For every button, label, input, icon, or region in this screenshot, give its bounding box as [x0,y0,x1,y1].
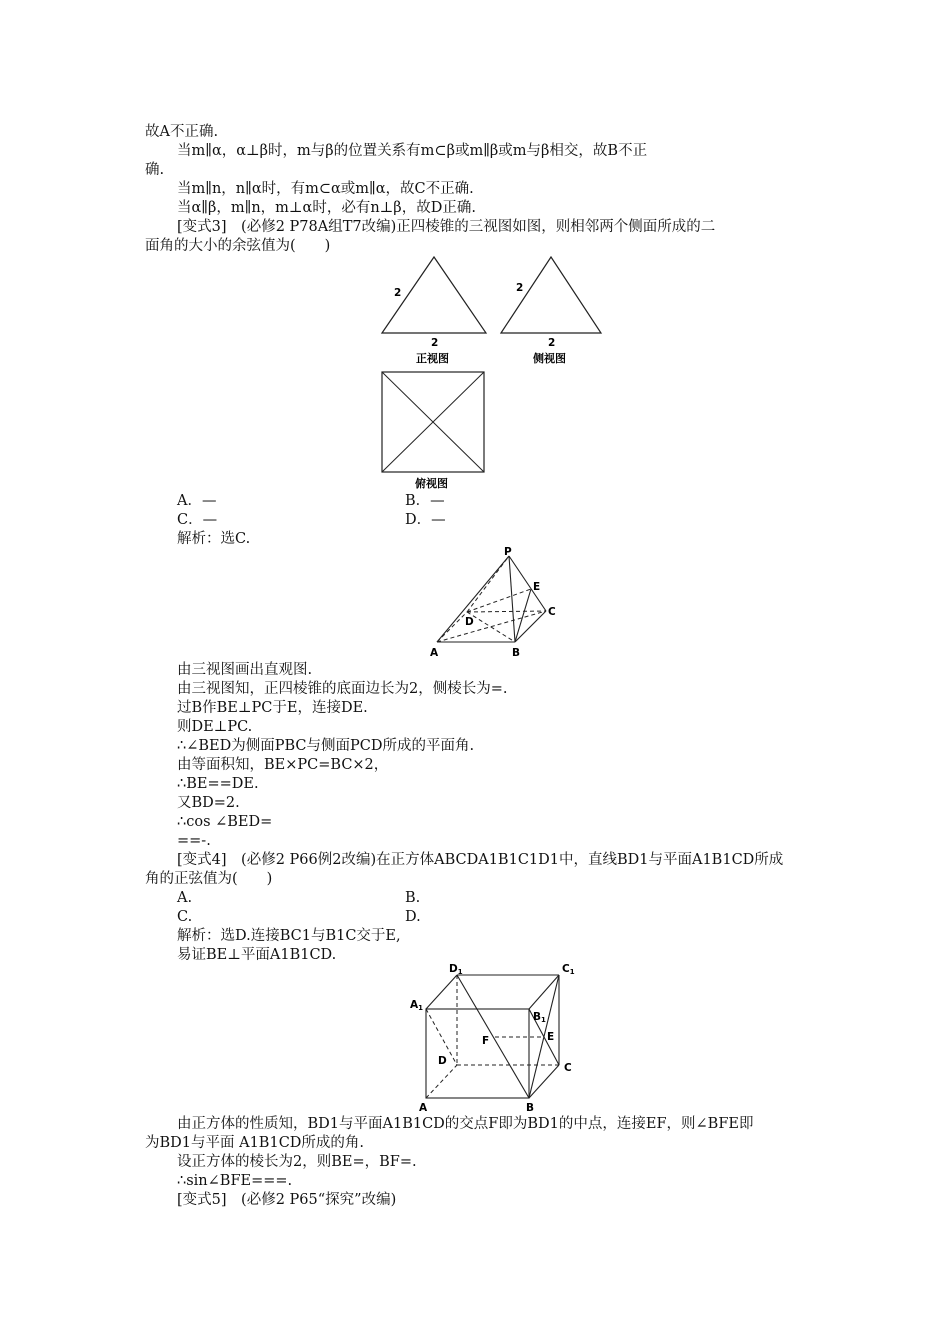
solution-line: 解析：选C. [177,531,251,547]
side-view-triangle [501,257,601,333]
cube-figure [400,960,590,1118]
text-line: 易证BE⊥平面A1B1CD. [177,947,337,963]
text-line: ∴cos ∠BED= [177,814,273,830]
option-b: B. [405,890,421,906]
text-line: 当m∥n，n∥α时，有m⊂α或m∥α，故C不正确. [177,181,474,197]
side-side-label: 2 [516,282,524,294]
text-line: 又BD=2. [177,795,240,811]
vertex-label-d: D [438,1055,447,1067]
hidden-segment-de [467,589,531,612]
text-line: 由三视图知，正四棱锥的底面边长为2，侧棱长为=. [177,681,508,697]
vertex-label-d1: D1 [449,963,463,976]
text-line: 当m∥α，α⊥β时，m与β的位置关系有m⊂β或m∥β或m与β相交，故B不正 [177,143,648,159]
hidden-edge-dc [467,611,546,612]
question-variant-5: [变式5] (必修2 P65“探究”改编) [177,1192,397,1208]
text-line: ∴sin∠BFE===. [177,1173,293,1189]
front-base-label: 2 [431,337,439,349]
cube-front-face [426,1009,529,1098]
vertex-label-d: D [465,616,474,628]
vertex-label-p: P [504,546,512,558]
text-line: 角的正弦值为( ) [145,871,273,887]
edge-pa [437,556,509,642]
text-line: 为BD1与平面 A1B1CD所成的角. [145,1135,365,1151]
vertex-label-a: A [419,1102,428,1114]
solution-line: 解析：选D.连接BC1与B1C交于E, [177,928,401,944]
text-line: ∴∠BED为侧面PBC与侧面PCD所成的平面角. [177,738,475,754]
vertex-label-f: F [482,1035,490,1047]
three-view-figure [370,250,620,490]
hidden-diagonal-ac [437,611,546,642]
text-line: ==-. [177,833,211,849]
text-line: 故A不正确. [145,124,219,140]
option-d: D．— [405,512,446,528]
front-side-label: 2 [394,287,402,299]
edge-pc [509,556,546,611]
vertex-label-b: B [526,1102,535,1114]
option-a: A. [177,890,193,906]
option-b: B．— [405,493,445,509]
side-base-label: 2 [548,337,556,349]
text-line: 当α∥β，m∥n，m⊥α时，必有n⊥β，故D正确. [177,200,476,216]
side-view-caption: 侧视图 [533,352,566,365]
vertex-label-b: B [512,647,521,659]
pyramid-figure [425,545,565,665]
option-c: C. [177,909,193,925]
question-variant-3: [变式3] (必修2 P78A组T7改编)正四棱锥的三视图如图，则相邻两个侧面所成的二 [177,219,716,235]
text-line: ∴BE==DE. [177,776,259,792]
vertex-label-c: C [564,1062,572,1074]
edge-pb [509,556,515,642]
vertex-label-c1: C1 [562,963,575,976]
edge-a1d1 [426,975,457,1009]
vertex-label-e: E [533,581,541,593]
top-view-caption: 俯视图 [415,477,448,490]
text-line: 过B作BE⊥PC于E，连接DE. [177,700,368,716]
hidden-edge-ad [426,1065,457,1098]
text-line: 设正方体的棱长为2，则BE=，BF=. [177,1154,417,1170]
vertex-label-a: A [430,647,439,659]
front-view-caption: 正视图 [416,352,449,365]
text-line: 确. [145,162,165,178]
vertex-label-e: E [547,1031,555,1043]
text-line: 面角的大小的余弦值为( ) [145,238,331,254]
text-line: 由正方体的性质知，BD1与平面A1B1CD的交点F即为BD1的中点，连接EF，则∠BFE即 [177,1116,754,1132]
vertex-label-b1: B1 [533,1011,546,1024]
text-line: 则DE⊥PC. [177,719,253,735]
question-variant-4: [变式4] (必修2 P66例2改编)在正方体ABCDA1B1C1D1中，直线BD1与平面A1B1CD所成 [177,852,784,868]
vertex-label-a1: A1 [410,999,424,1012]
text-line: 由等面积知，BE×PC=BC×2， [177,757,389,773]
option-a: A．— [177,493,217,509]
option-c: C．— [177,512,218,528]
text-line: 由三视图画出直观图. [177,662,313,678]
option-d: D. [405,909,421,925]
hidden-edge-pd [467,556,509,612]
vertex-label-c: C [548,606,556,618]
